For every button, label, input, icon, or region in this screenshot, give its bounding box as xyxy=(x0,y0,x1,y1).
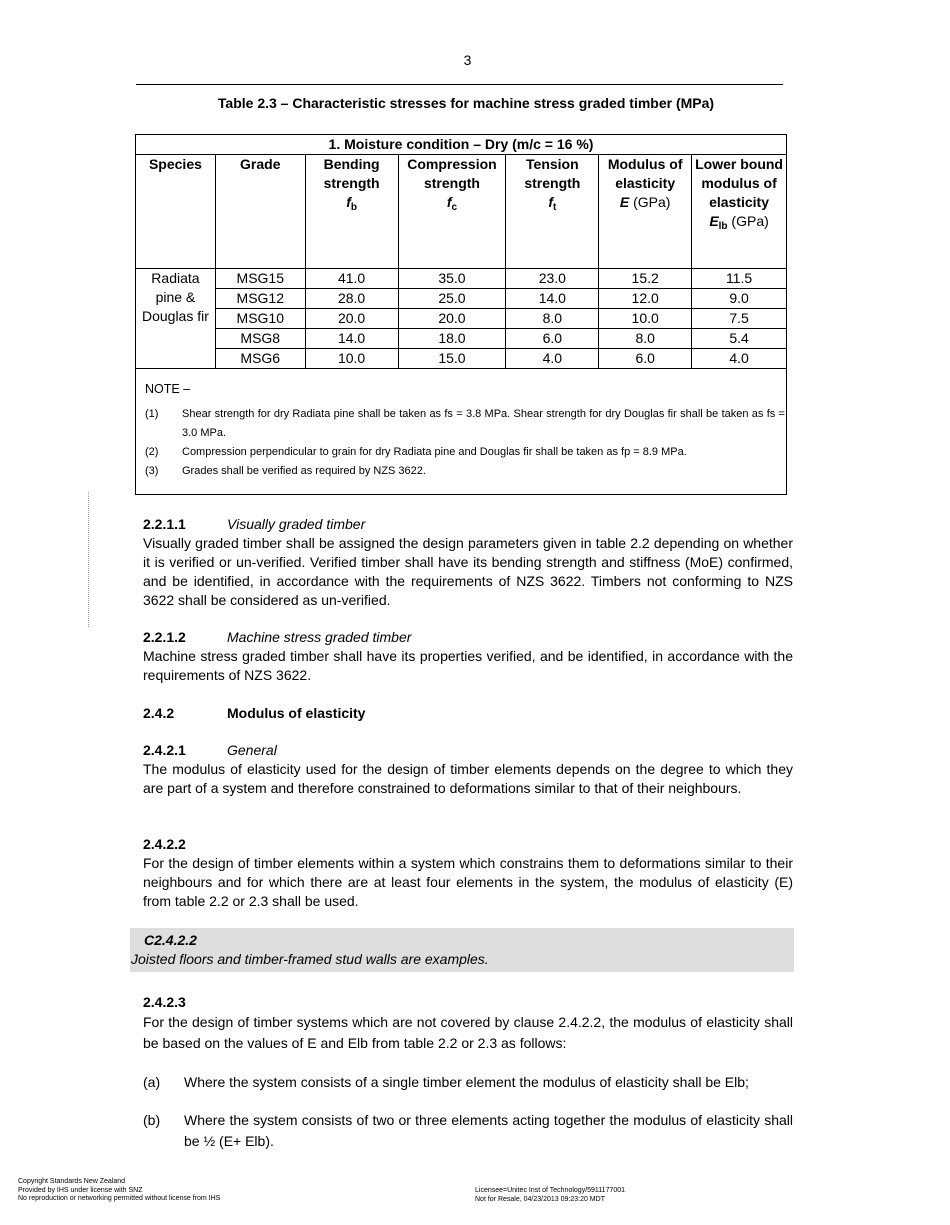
commentary-text: Joisted floors and timber-framed stud walls are examples. xyxy=(131,951,489,967)
col-header-moe: Modulus of elasticity E (GPa) xyxy=(599,155,692,269)
col-header-species: Species xyxy=(136,155,216,269)
col-header-compression: Compression strength $f_c$ xyxy=(398,155,506,269)
compression-cell: 18.0 xyxy=(398,329,506,349)
section-body: For the design of timber elements within a system which constrains them to deformations similar to their neighbours and for which there are at least four elements in the system, the modulus of elasticity (E) from table 2.2 or 2.3 shall be used. xyxy=(143,855,793,909)
section-2-4-2-1 xyxy=(143,741,793,798)
table-row xyxy=(136,289,787,309)
tension-cell: 14.0 xyxy=(506,289,599,309)
moe-cell: 12.0 xyxy=(599,289,692,309)
tension-cell: 6.0 xyxy=(506,329,599,349)
notes-heading: NOTE – xyxy=(145,382,191,396)
lower-bound-cell: 5.4 xyxy=(692,329,787,349)
section-number: 2.4.2.1 xyxy=(143,742,186,758)
footer-copyright: Copyright Standards New Zealand Provided by IHS under license with SNZ No reproduction or networking permitted without license from IHS xyxy=(18,1178,221,1202)
margin-mark xyxy=(88,492,90,627)
lower-bound-cell: 11.5 xyxy=(692,269,787,289)
section-body: For the design of timber systems which are not covered by clause 2.4.2.2, the modulus of elasticity shall be based on the values of E and Elb from table 2.2 or 2.3 as follows: xyxy=(143,1014,793,1051)
table-row xyxy=(136,269,787,289)
grade-cell: MSG8 xyxy=(215,329,305,349)
compression-cell: 15.0 xyxy=(398,349,506,369)
table-notes xyxy=(145,380,785,481)
grade-cell: MSG6 xyxy=(215,349,305,369)
moe-cell: 8.0 xyxy=(599,329,692,349)
bending-cell: 28.0 xyxy=(305,289,398,309)
section-2-4-2-3 xyxy=(143,993,793,1152)
section-number: 2.4.2.3 xyxy=(143,994,186,1010)
bending-cell: 10.0 xyxy=(305,349,398,369)
commentary-number: C2.4.2.2 xyxy=(144,932,197,948)
footer-license: Licensee=Unitec Inst of Technology/5911177001 Not for Resale, 04/23/2013 09:23:20 MDT xyxy=(475,1187,626,1203)
section-number: 2.2.1.1 xyxy=(143,516,186,532)
col-header-grade: Grade xyxy=(215,155,305,269)
table-row xyxy=(136,349,787,369)
note-item: (2) Compression perpendicular to grain for dry Radiata pine and Douglas fir shall be taken as fp = 8.9 MPa. xyxy=(145,446,687,458)
bending-cell: 14.0 xyxy=(305,329,398,349)
section-body: The modulus of elasticity used for the design of timber elements depends on the degree to which they are part of a system and therefore constrained to deformations similar to that of their neighbours. xyxy=(143,761,793,796)
section-2-4-2-2 xyxy=(143,835,793,911)
bending-cell: 20.0 xyxy=(305,309,398,329)
table-row xyxy=(136,309,787,329)
section-number: 2.2.1.2 xyxy=(143,629,186,645)
compression-cell: 25.0 xyxy=(398,289,506,309)
section-number: 2.4.2 xyxy=(143,705,175,721)
species-cell: Radiata pine & Douglas fir xyxy=(136,269,216,369)
bending-cell: 41.0 xyxy=(305,269,398,289)
list-item: (a) Where the system consists of a single timber element the modulus of elasticity shall be Elb; xyxy=(143,1074,749,1090)
moe-cell: 15.2 xyxy=(599,269,692,289)
tension-cell: 8.0 xyxy=(506,309,599,329)
compression-cell: 35.0 xyxy=(398,269,506,289)
moe-cell: 10.0 xyxy=(599,309,692,329)
section-title: Machine stress graded timber xyxy=(227,629,412,645)
stress-table xyxy=(135,134,787,369)
lower-bound-cell: 7.5 xyxy=(692,309,787,329)
section-title: Modulus of elasticity xyxy=(227,705,366,721)
note-item: (1) Shear strength for dry Radiata pine shall be taken as fs = 3.8 MPa. Shear strength for dry Douglas fir shall be taken as fs = 3.0 MPa. xyxy=(145,408,785,439)
lower-bound-cell: 4.0 xyxy=(692,349,787,369)
list-item: (b) Where the system consists of two or three elements acting together the modulus of elasticity shall be ½ (E+ Elb). xyxy=(143,1112,793,1149)
section-2-2-1-1 xyxy=(143,515,793,610)
col-header-bending: Bending strength $f_b$ xyxy=(305,155,398,269)
grade-cell: MSG10 xyxy=(215,309,305,329)
moe-cell: 6.0 xyxy=(599,349,692,369)
section-2-4-2 xyxy=(143,704,793,723)
commentary-box xyxy=(130,928,794,972)
section-body: Visually graded timber shall be assigned the design parameters given in table 2.2 depending on whether it is verified or un-verified. Verified timber shall have its bending strength and stiffness (MoE) confirmed, and be identified, in accordance with the requirements of NZS 3622. Timbers not conforming to NZS 3622 shall be considered as un-verified. xyxy=(143,535,793,608)
section-number: 2.4.2.2 xyxy=(143,836,186,852)
section-2-2-1-2 xyxy=(143,628,793,685)
grade-cell: MSG15 xyxy=(215,269,305,289)
lower-bound-cell: 9.0 xyxy=(692,289,787,309)
table-row xyxy=(136,329,787,349)
tension-cell: 23.0 xyxy=(506,269,599,289)
note-item: (3) Grades shall be verified as required by NZS 3622. xyxy=(145,465,426,477)
section-title: Visually graded timber xyxy=(227,516,366,532)
col-header-tension: Tension strength $f_t$ xyxy=(506,155,599,269)
table-title: Table 2.3 – Characteristic stresses for machine stress graded timber (MPa) xyxy=(217,95,715,111)
col-header-lower-bound: Lower bound modulus of elasticity $E_{lb}$ (GPa) xyxy=(692,155,787,269)
tension-cell: 4.0 xyxy=(506,349,599,369)
page-number: 3 xyxy=(463,52,472,68)
header-rule xyxy=(136,84,783,85)
grade-cell: MSG12 xyxy=(215,289,305,309)
section-title: General xyxy=(227,742,277,758)
compression-cell: 20.0 xyxy=(398,309,506,329)
moisture-condition-header: 1. Moisture condition – Dry (m/c = 16 %) xyxy=(136,135,787,155)
section-body: Machine stress graded timber shall have its properties verified, and be identified, in accordance with the requirements of NZS 3622. xyxy=(143,648,793,683)
